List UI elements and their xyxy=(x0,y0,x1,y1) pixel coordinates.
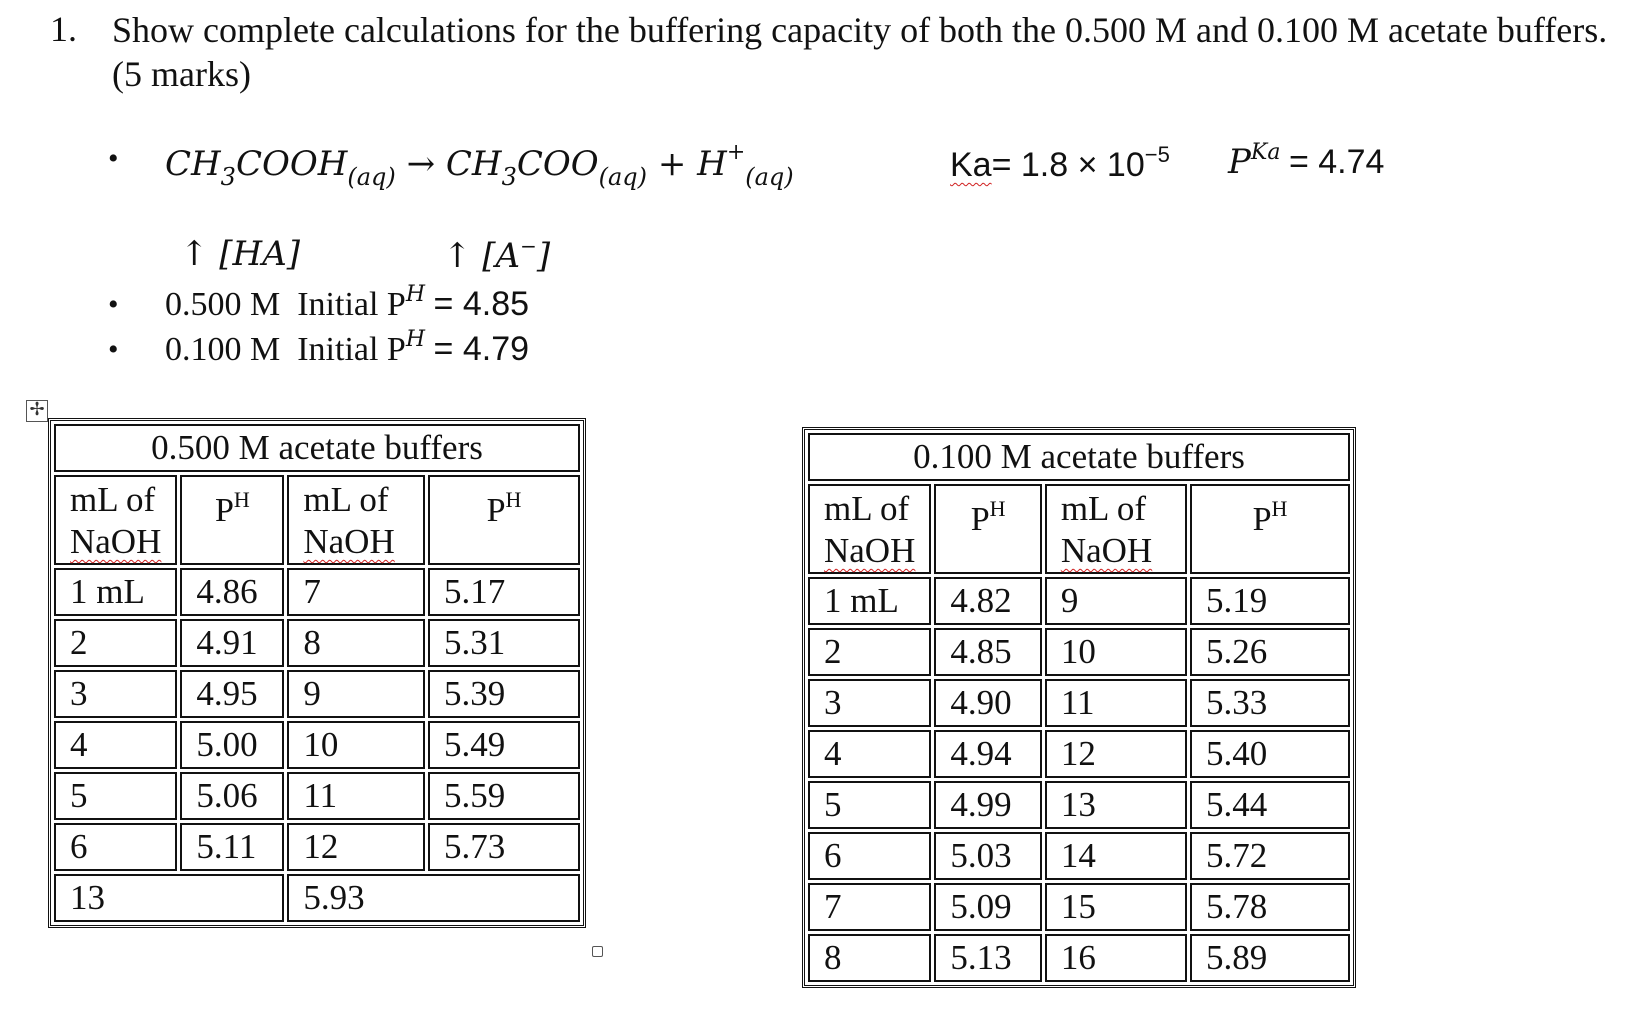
cell: 4.85 xyxy=(934,628,1041,676)
a-minus-label: ↑ [A xyxy=(443,236,521,276)
product1: CH xyxy=(445,144,502,184)
column-header-ph xyxy=(180,475,284,565)
initial-ph-conc: 0.100 M xyxy=(165,331,281,368)
question-text: Show complete calculations for the buffering capacity of both the 0.500 M and 0.100 M acetate buffers. (5 marks) xyxy=(112,10,1608,94)
table-0100-acetate-buffers xyxy=(802,427,1356,988)
cell: 1 mL xyxy=(808,577,931,625)
header-line1: mL of xyxy=(824,489,910,528)
cell: 5 xyxy=(808,781,931,829)
cell: 12 xyxy=(1045,730,1187,778)
initial-ph-500 xyxy=(165,282,529,324)
table-row xyxy=(54,619,580,667)
cell: 5 xyxy=(54,772,177,820)
table-0500-acetate-buffers xyxy=(48,418,586,928)
ha-increase: ↑ [HA] xyxy=(180,234,301,274)
initial-ph-label: Initial P xyxy=(297,331,406,368)
ph-sup: H xyxy=(1271,496,1288,521)
ph-p: P xyxy=(486,492,506,529)
column-header-ml-naoh xyxy=(808,484,931,574)
cell: 10 xyxy=(1045,628,1187,676)
table-row xyxy=(808,628,1350,676)
cell: 5.39 xyxy=(428,670,580,718)
cell: 5.93 xyxy=(287,874,580,922)
ph-sup: H xyxy=(233,487,250,512)
cell: 5.06 xyxy=(180,772,284,820)
header-line1: mL of xyxy=(303,480,389,519)
table-resize-handle-icon[interactable] xyxy=(592,946,603,957)
table-row xyxy=(54,568,580,616)
cell: 4.91 xyxy=(180,619,284,667)
cell: 13 xyxy=(54,874,284,922)
cell: 7 xyxy=(287,568,425,616)
table-row xyxy=(808,832,1350,880)
product2-phase: (aq) xyxy=(745,163,794,191)
ph-sup: H xyxy=(505,487,522,512)
cell: 5.33 xyxy=(1190,679,1350,727)
table-row xyxy=(54,772,580,820)
table-row xyxy=(54,874,580,922)
cell: 5.26 xyxy=(1190,628,1350,676)
reaction-equation xyxy=(165,140,794,191)
initial-ph-100 xyxy=(165,327,529,369)
cell: 4 xyxy=(808,730,931,778)
product2: H xyxy=(697,144,727,184)
reactant: CH xyxy=(165,144,221,184)
column-header-ml-naoh xyxy=(1045,484,1187,574)
pka-value: = 4.74 xyxy=(1288,143,1385,181)
product1-phase: (aq) xyxy=(598,163,648,191)
pka-superscript: Ka xyxy=(1250,140,1281,165)
table-row xyxy=(808,883,1350,931)
reaction-arrow: → xyxy=(406,144,436,184)
pka-p: P xyxy=(1228,142,1251,182)
ph-p: P xyxy=(214,492,234,529)
cell: 9 xyxy=(287,670,425,718)
product2-charge: + xyxy=(726,140,746,165)
cell: 5.03 xyxy=(934,832,1041,880)
initial-ph-sup: H xyxy=(405,282,426,307)
cell: 15 xyxy=(1045,883,1187,931)
cell: 5.13 xyxy=(934,934,1041,982)
cell: 5.11 xyxy=(180,823,284,871)
cell: 4.94 xyxy=(934,730,1041,778)
cell: 5.73 xyxy=(428,823,580,871)
table-row xyxy=(54,670,580,718)
table-row xyxy=(54,823,580,871)
cell: 3 xyxy=(54,670,177,718)
product1-subscript: 3 xyxy=(501,163,517,191)
cell: 5.17 xyxy=(428,568,580,616)
question-number: 1. xyxy=(50,9,77,49)
table-row xyxy=(808,730,1350,778)
table-row xyxy=(808,577,1350,625)
reactant-phase: (aq) xyxy=(347,163,396,191)
cell: 2 xyxy=(808,628,931,676)
ph-p: P xyxy=(970,501,990,538)
table-row xyxy=(54,721,580,769)
initial-ph-conc: 0.500 M xyxy=(165,286,281,323)
cell: 13 xyxy=(1045,781,1187,829)
initial-ph-value: = 4.79 xyxy=(433,330,530,368)
column-header-ph xyxy=(428,475,580,565)
cell: 9 xyxy=(1045,577,1187,625)
initial-ph-sup: H xyxy=(405,327,426,352)
table-row xyxy=(808,781,1350,829)
header-line2: NaOH xyxy=(70,522,162,561)
ph-p: P xyxy=(1252,501,1272,538)
column-header-ml-naoh xyxy=(54,475,177,565)
cell: 4.90 xyxy=(934,679,1041,727)
bullet: • xyxy=(108,142,119,175)
ka-value: = 1.8 × 10 xyxy=(991,146,1145,184)
table-title: 0.500 M acetate buffers xyxy=(54,424,580,472)
header-line1: mL of xyxy=(70,480,156,519)
cell: 3 xyxy=(808,679,931,727)
cell: 5.19 xyxy=(1190,577,1350,625)
table-title: 0.100 M acetate buffers xyxy=(808,433,1350,481)
cell: 12 xyxy=(287,823,425,871)
table-row xyxy=(808,934,1350,982)
cell: 5.44 xyxy=(1190,781,1350,829)
cell: 16 xyxy=(1045,934,1187,982)
cell: 4.82 xyxy=(934,577,1041,625)
column-header-ml-naoh xyxy=(287,475,425,565)
cell: 8 xyxy=(287,619,425,667)
a-minus-sup: − xyxy=(520,234,537,258)
header-line2: NaOH xyxy=(303,522,395,561)
header-line2: NaOH xyxy=(824,531,916,570)
cell: 6 xyxy=(54,823,177,871)
plus-sign: + xyxy=(657,144,687,184)
cell: 5.31 xyxy=(428,619,580,667)
ph-sup: H xyxy=(989,496,1006,521)
ka-exponent: −5 xyxy=(1144,142,1170,167)
header-line1: mL of xyxy=(1060,489,1147,528)
product1-rest: COO xyxy=(516,144,599,184)
cell: 4.86 xyxy=(180,568,284,616)
pka-constant xyxy=(1228,140,1384,182)
cell: 4.95 xyxy=(180,670,284,718)
cell: 8 xyxy=(808,934,931,982)
header-line2: NaOH xyxy=(1060,531,1153,570)
cell: 14 xyxy=(1045,832,1187,880)
cell: 4.99 xyxy=(934,781,1041,829)
initial-ph-value: = 4.85 xyxy=(433,285,530,323)
cell: 10 xyxy=(287,721,425,769)
cell: 5.49 xyxy=(428,721,580,769)
cell: 6 xyxy=(808,832,931,880)
reactant-subscript: 3 xyxy=(220,163,236,191)
cell: 5.78 xyxy=(1190,883,1350,931)
ka-constant xyxy=(950,142,1170,185)
cell: 5.72 xyxy=(1190,832,1350,880)
cell: 5.09 xyxy=(934,883,1041,931)
cell: 11 xyxy=(1045,679,1187,727)
cell: 5.89 xyxy=(1190,934,1350,982)
ka-label: Ka xyxy=(950,146,992,184)
cell: 4 xyxy=(54,721,177,769)
reactant-rest: COOH xyxy=(235,144,348,184)
initial-ph-label: Initial P xyxy=(297,286,406,323)
column-header-ph xyxy=(934,484,1041,574)
cell: 2 xyxy=(54,619,177,667)
cell: 5.00 xyxy=(180,721,284,769)
cell: 11 xyxy=(287,772,425,820)
cell: 5.59 xyxy=(428,772,580,820)
cell: 5.40 xyxy=(1190,730,1350,778)
a-minus-increase xyxy=(443,234,550,276)
cell: 7 xyxy=(808,883,931,931)
column-header-ph xyxy=(1190,484,1350,574)
cell: 1 mL xyxy=(54,568,177,616)
bullet: • xyxy=(108,333,119,366)
table-row xyxy=(808,679,1350,727)
bullet: • xyxy=(108,288,119,321)
table-move-handle-icon[interactable]: ✢ xyxy=(26,400,48,422)
a-minus-close: ] xyxy=(536,236,551,276)
